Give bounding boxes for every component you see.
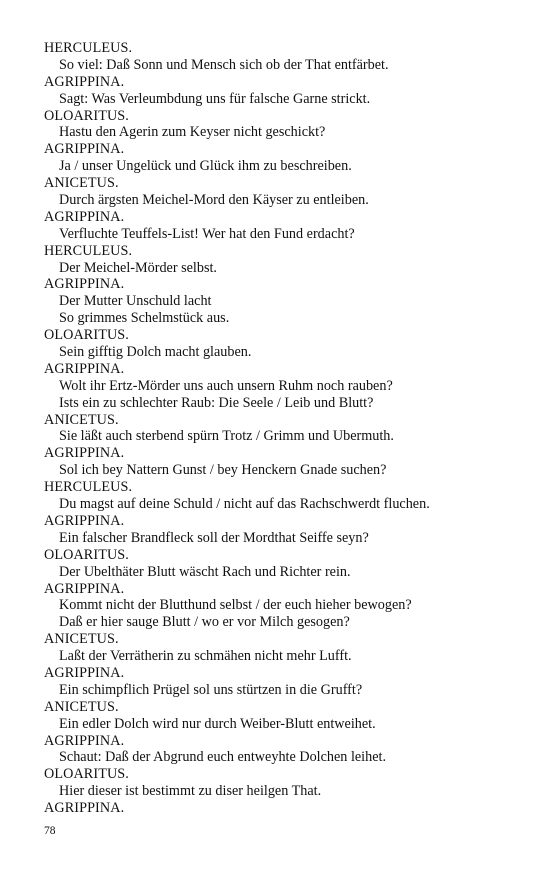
verse-line: Hier dieser ist bestimmt zu diser heilgen That. (59, 783, 322, 800)
verse-line: Laßt der Verrätherin zu schmähen nicht mehr Lufft. (59, 648, 352, 665)
verse-line: Durch ärgsten Meichel-Mord den Käyser zu entleiben. (59, 192, 369, 209)
verse-line: Der Ubelthäter Blutt wäscht Rach und Richter rein. (59, 563, 351, 580)
verse-line: Sagt: Was Verleumbdung uns für falsche Garne strickt. (59, 90, 371, 107)
speaker-name: AGRIPPINA. (44, 445, 125, 462)
verse-line: Der Mutter Unschuld lacht (59, 293, 212, 310)
speaker-name: ANICETUS. (44, 411, 119, 428)
speaker-name: OLOARITUS. (44, 327, 129, 344)
speaker-name: ANICETUS. (44, 698, 119, 715)
verse-line: So grimmes Schelmstück aus. (59, 310, 230, 327)
verse-line: Sein gifftig Dolch macht glauben. (59, 344, 252, 361)
verse-line: So viel: Daß Sonn und Mensch sich ob der That entfärbet. (59, 56, 389, 73)
page-number: 78 (44, 825, 56, 837)
verse-line: Schaut: Daß der Abgrund euch entweyhte Dolchen leihet. (59, 749, 386, 766)
speaker-name: ANICETUS. (44, 631, 119, 648)
speaker-name: OLOARITUS. (44, 546, 129, 563)
speaker-name: AGRIPPINA. (44, 360, 125, 377)
verse-line: Kommt nicht der Blutthund selbst / der euch hieher bewogen? (59, 597, 412, 614)
verse-line: Ein edler Dolch wird nur durch Weiber-Blutt entweihet. (59, 715, 376, 732)
verse-line: Ists ein zu schlechter Raub: Die Seele / Leib und Blutt? (59, 394, 374, 411)
speaker-name: OLOARITUS. (44, 107, 129, 124)
speaker-name: AGRIPPINA. (44, 732, 125, 749)
verse-line: Hastu den Agerin zum Keyser nicht geschickt? (59, 124, 326, 141)
speaker-name: AGRIPPINA. (44, 512, 125, 529)
verse-line: Wolt ihr Ertz-Mörder uns auch unsern Ruhm noch rauben? (59, 377, 393, 394)
speaker-name: AGRIPPINA. (44, 580, 125, 597)
speaker-name: AGRIPPINA. (44, 800, 125, 817)
speaker-name: HERCULEUS. (44, 40, 133, 56)
speaker-name: HERCULEUS. (44, 479, 133, 496)
verse-line: Daß er hier sauge Blutt / wo er vor Milch gesogen? (59, 614, 350, 631)
speaker-name: AGRIPPINA. (44, 73, 125, 90)
verse-line: Ein schimpflich Prügel sol uns stürtzen in die Grufft? (59, 681, 363, 698)
speaker-name: OLOARITUS. (44, 766, 129, 783)
drama-text (44, 40, 514, 817)
verse-line: Verfluchte Teuffels-List! Wer hat den Fund erdacht? (59, 225, 355, 242)
speaker-name: AGRIPPINA. (44, 141, 125, 158)
speaker-name: ANICETUS. (44, 175, 119, 192)
speaker-name: AGRIPPINA. (44, 664, 125, 681)
speaker-name: AGRIPPINA. (44, 276, 125, 293)
speaker-name: HERCULEUS. (44, 242, 133, 259)
speaker-name: AGRIPPINA. (44, 208, 125, 225)
verse-line: Du magst auf deine Schuld / nicht auf das Rachschwerdt fluchen. (59, 496, 430, 513)
verse-line: Ja / unser Ungelück und Glück ihm zu beschreiben. (59, 158, 352, 175)
verse-line: Der Meichel-Mörder selbst. (59, 259, 217, 276)
verse-line: Sol ich bey Nattern Gunst / bey Henckern Gnade suchen? (59, 462, 387, 479)
verse-line: Sie läßt auch sterbend spürn Trotz / Grimm und Ubermuth. (59, 428, 394, 445)
verse-line: Ein falscher Brandfleck soll der Mordthat Seiffe seyn? (59, 529, 369, 546)
